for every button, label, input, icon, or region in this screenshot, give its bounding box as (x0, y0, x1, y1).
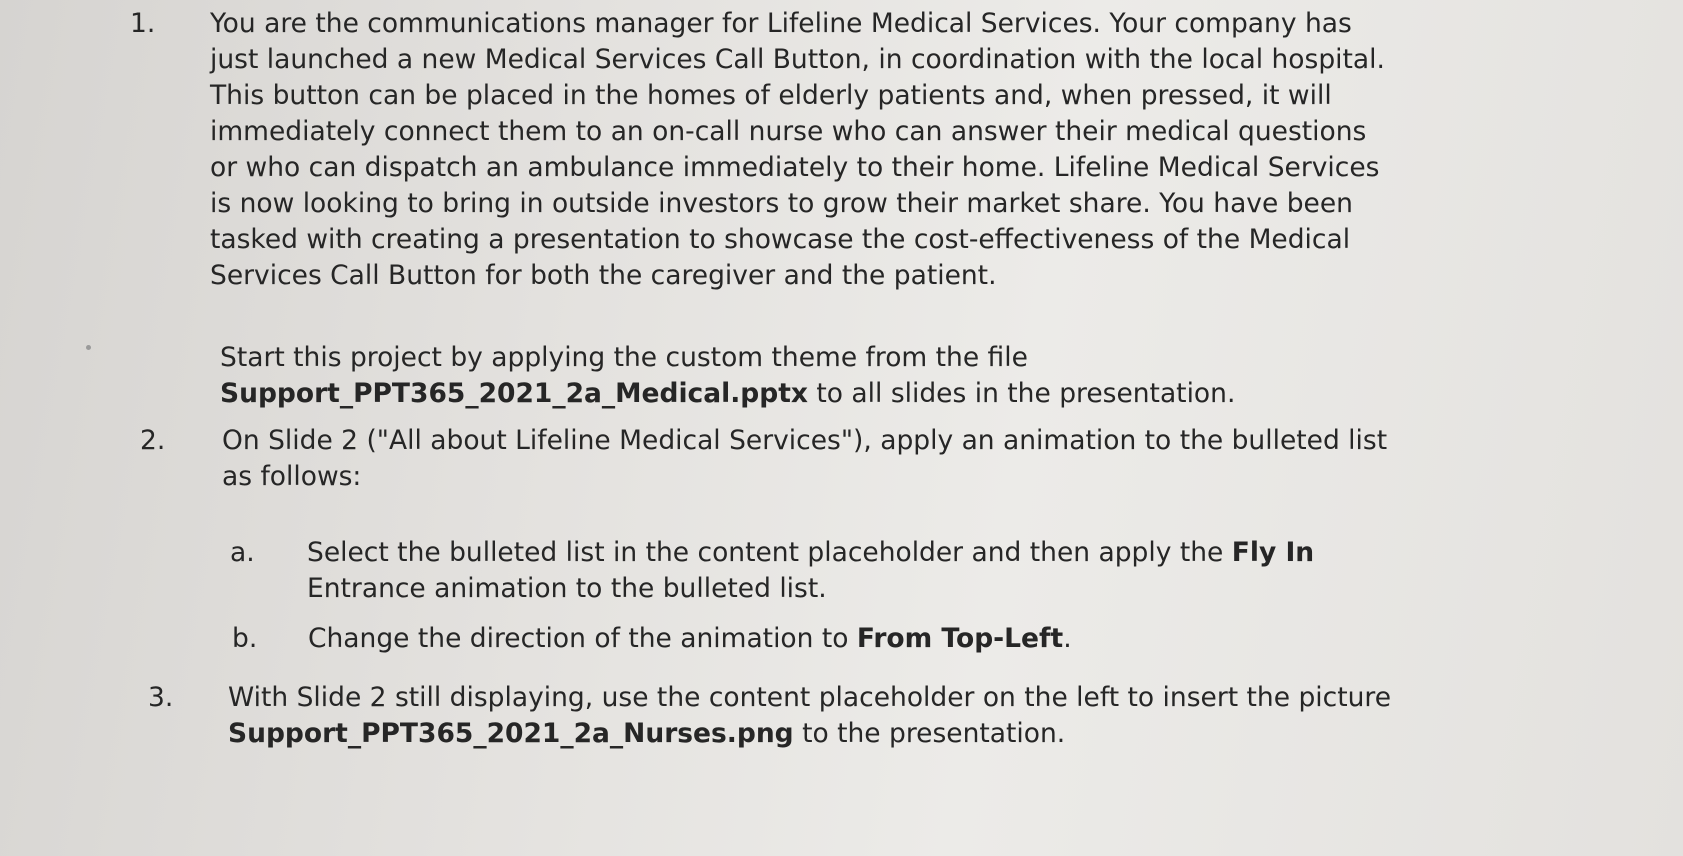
item-3-line (228, 716, 1391, 752)
item-3-number: 3. (148, 682, 174, 713)
from-top-left-label: From Top-Left (856, 623, 1064, 654)
item-2-line: as follows: (222, 461, 362, 492)
item-1-number: 1. (130, 8, 156, 39)
item-1-line: tasked with creating a presentation to showcase the cost-effectiveness of the Medical (210, 224, 1351, 255)
item-1-paragraph (210, 6, 1385, 294)
item-2a-line: Entrance animation to the bulleted list. (307, 573, 827, 604)
item-3-paragraph (228, 680, 1391, 752)
item-3-line2-rest: to the presentation. (793, 718, 1066, 749)
item-2-paragraph (222, 423, 1387, 495)
item-1-paragraph-2 (220, 340, 1235, 412)
picture-file-name: Support_PPT365_2021_2a_Nurses.png (228, 718, 794, 749)
item-2a-paragraph (307, 535, 1314, 607)
item-1-para2-rest: to all slides in the presentation. (807, 378, 1236, 409)
item-2b-line (308, 621, 1072, 657)
item-1-line: This button can be placed in the homes of elderly patients and, when pressed, it will (210, 80, 1332, 111)
item-1-para2-line (220, 376, 1235, 412)
item-2a-line (307, 535, 1314, 571)
item-2b-letter: b. (232, 623, 258, 654)
item-2a-letter: a. (230, 537, 255, 568)
item-1-line: just launched a new Medical Services Call Button, in coordination with the local hospital. (210, 44, 1385, 75)
margin-dot (86, 345, 91, 350)
item-2b-text: Change the direction of the animation to (308, 623, 857, 654)
theme-file-name: Support_PPT365_2021_2a_Medical.pptx (220, 378, 808, 409)
item-2b-period: . (1063, 623, 1072, 654)
item-2a-line1-text: Select the bulleted list in the content placeholder and then apply the (307, 537, 1232, 568)
item-2-number: 2. (140, 425, 166, 456)
item-1-line: or who can dispatch an ambulance immediately to their home. Lifeline Medical Services (210, 152, 1380, 183)
item-1-line: Services Call Button for both the caregiver and the patient. (210, 260, 997, 291)
item-1-line: is now looking to bring in outside investors to grow their market share. You have been (210, 188, 1353, 219)
item-2-line: On Slide 2 ("All about Lifeline Medical Services"), apply an animation to the bulleted list (222, 425, 1388, 456)
fly-in-label: Fly In (1231, 537, 1315, 568)
item-2b-paragraph (308, 621, 1072, 657)
item-1-line: immediately connect them to an on-call nurse who can answer their medical questions (210, 116, 1367, 147)
item-1-para2-line: Start this project by applying the custom theme from the file (220, 342, 1028, 373)
item-1-line: You are the communications manager for Lifeline Medical Services. Your company has (210, 8, 1352, 39)
item-3-line: With Slide 2 still displaying, use the content placeholder on the left to insert the picture (228, 682, 1391, 713)
